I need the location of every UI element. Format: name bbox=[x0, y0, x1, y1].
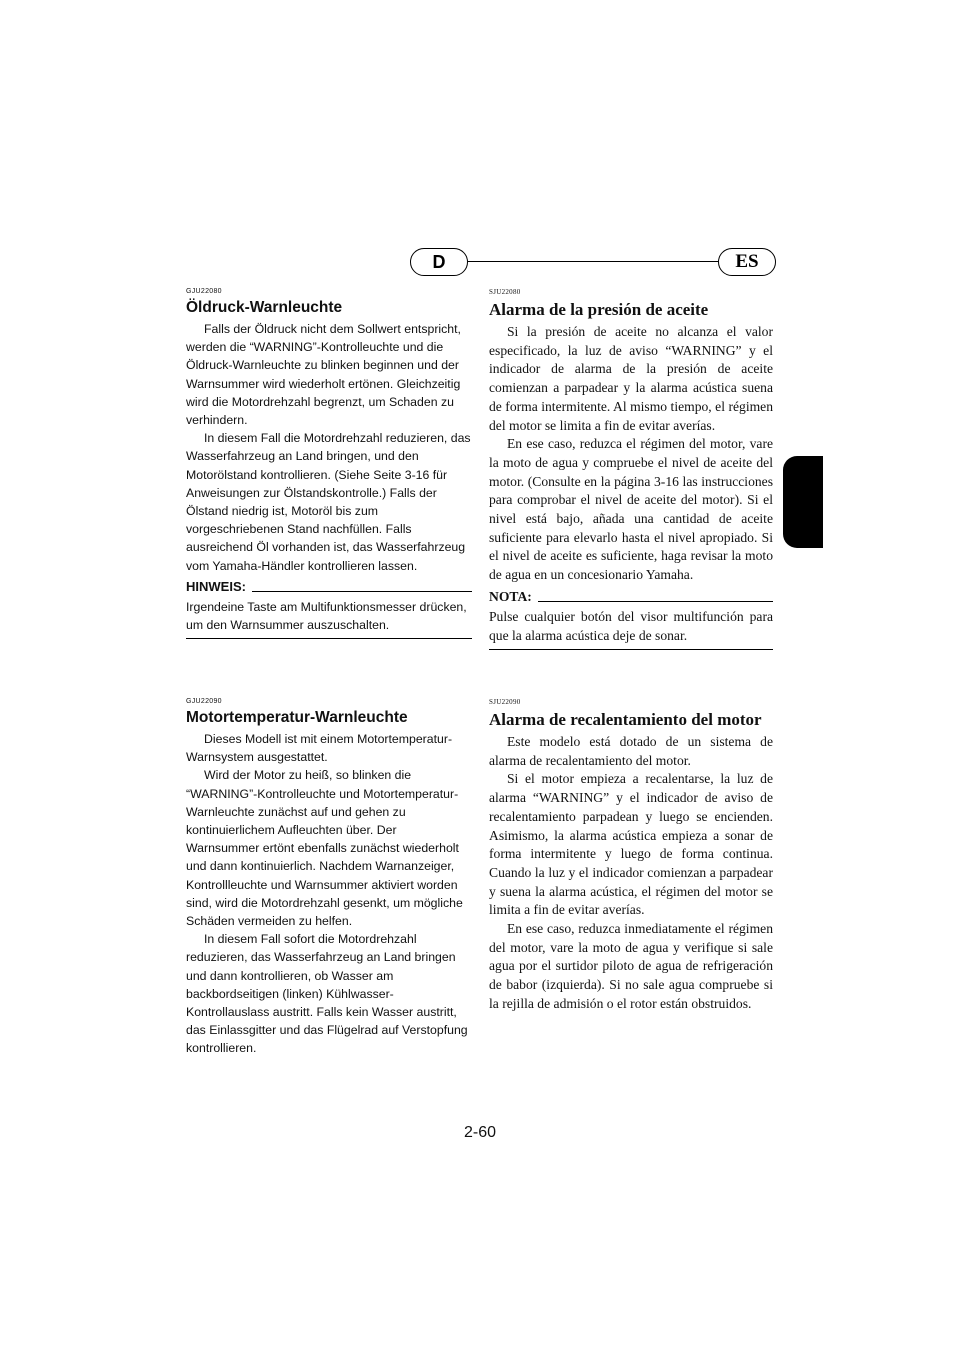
note-rule bbox=[252, 591, 472, 592]
paragraph: In diesem Fall sofort die Motordrehzahl reduzieren, das Wasserfahrzeug an Land bringen und dann kontrollieren, ob Wasser am backbordseitigen (linken) Kühlwasser-Kontrollauslass austritt. Falls kein Wasser austritt, das Einlassgitter und das Flügelrad auf Verstopfung kontrollieren. bbox=[186, 932, 468, 1056]
note-label: NOTA: bbox=[489, 588, 532, 604]
note-text: Irgendeine Taste am Multifunktionsmesser drücken, um den Warnsummer auszuschalten. bbox=[186, 598, 472, 639]
note-rule bbox=[538, 601, 773, 602]
paragraph: En ese caso, reduzca inmediatamente el régimen del motor, vare la moto de agua y verifique si sale agua por el surtidor piloto de agua de refrigeración de babor (izquierda). Si no sale agua compruebe si la rejilla de admisión o el rotor están obstruidos. bbox=[489, 921, 773, 1011]
paragraph: Este modelo está dotado de un sistema de alarma de recalentamiento del motor. bbox=[489, 734, 773, 768]
paragraph: Si el motor empieza a recalentarse, la luz de alarma “WARNING” y el indicador de aviso de recalentamiento parpadean y luego se encienden. Asimismo, la alarma acústica empieza a sonar de forma intermitente y luego de forma continua. Cuando la luz y el indicador comienzan a parpadear y suena la alarma acústica, el régimen del motor se limita a fin de evitar averías. bbox=[489, 771, 773, 918]
header-rule bbox=[468, 261, 718, 262]
note-label: HINWEIS: bbox=[186, 578, 246, 594]
chapter-tab bbox=[783, 456, 823, 548]
page-number: 2-60 bbox=[463, 1124, 497, 1141]
note-box bbox=[186, 579, 472, 639]
section-title: Motortemperatur-Warnleuchte bbox=[186, 709, 408, 726]
paragraph: En ese caso, reduzca el régimen del motor, vare la moto de agua y compruebe el nivel de aceite del motor. (Consulte en la página 3-16 las instrucciones para comprobar el nivel de aceite del motor). Si el nivel está bajo, añada una cantidad de aceite suficiente para elevarlo hasta el nivel apropiado. Si el nivel de aceite es suficiente, haga revisar la moto de agua en un concesionario Yamaha. bbox=[489, 436, 773, 583]
paragraph: Falls der Öldruck nicht dem Sollwert entspricht, werden die “WARNING”-Kontrolleuchte und die Öldruck-Warnleuchte zu blinken beginnen und der Warnsummer wird wiederholt ertönen. Gleichzeitig wird die Motordrehzahl begrenzt, um Schaden zu verhindern. bbox=[186, 322, 461, 428]
section-de-engine-temp bbox=[186, 698, 472, 1058]
section-title: Öldruck-Warnleuchte bbox=[186, 299, 343, 316]
lang-badge-spanish: ES bbox=[718, 248, 776, 276]
section-code: SJU22080 bbox=[489, 288, 521, 296]
section-de-oil-pressure bbox=[186, 288, 472, 639]
section-code: GJU22080 bbox=[186, 288, 222, 295]
section-code: SJU22090 bbox=[489, 698, 521, 706]
section-title: Alarma de la presión de aceite bbox=[489, 300, 709, 319]
note-box bbox=[489, 589, 773, 650]
section-es-engine-temp bbox=[489, 698, 773, 1014]
note-text: Pulse cualquier botón del visor multifunción para que la alarma acústica deje de sonar. bbox=[489, 608, 773, 650]
paragraph: Si la presión de aceite no alcanza el valor especificado, la luz de aviso “WARNING” y el indicador de alarma de la presión de aceite comienzan a parpadear y la alarma acústica suena de forma intermitente. Al mismo tiempo, el régimen del motor se limita a fin de evitar averías. bbox=[489, 324, 773, 433]
section-title: Alarma de recalentamiento del motor bbox=[489, 710, 762, 729]
section-code: GJU22090 bbox=[186, 698, 222, 705]
paragraph: Wird der Motor zu heiß, so blinken die “WARNING”-Kontrolleuchte und Motortemperatur-Warnleuchte zunächst auf und gehen zu kontinuierlichem Aufleuchten über. Der Warnsummer ertönt ebenfalls zunächst wiederholt und dann kontinuierlich. Nachdem Warnanzeiger, Kontrollleuchte und Warnsummer aktiviert worden sind, wird die Motordrehzahl gesenkt, um mögliche Schäden vermeiden zu helfen. bbox=[186, 768, 463, 929]
paragraph: Dieses Modell ist mit einem Motortemperatur-Warnsystem ausgestattet. bbox=[186, 732, 453, 765]
paragraph: In diesem Fall die Motordrehzahl reduzieren, das Wasserfahrzeug an Land bringen, und den Motorölstand kontrollieren. (Siehe Seite 3-16 für Anweisungen zur Ölstandskontrolle.) Falls der Ölstand niedrig ist, Motoröl bis zum vorgeschriebenen Stand nachfüllen. Falls ausreichend Öl vorhanden ist, das Wasserfahrzeug vom Yamaha-Händler kontrollieren lassen. bbox=[186, 431, 471, 573]
lang-badge-german: D bbox=[410, 248, 468, 276]
section-es-oil-pressure bbox=[489, 288, 773, 650]
language-header bbox=[410, 248, 776, 276]
